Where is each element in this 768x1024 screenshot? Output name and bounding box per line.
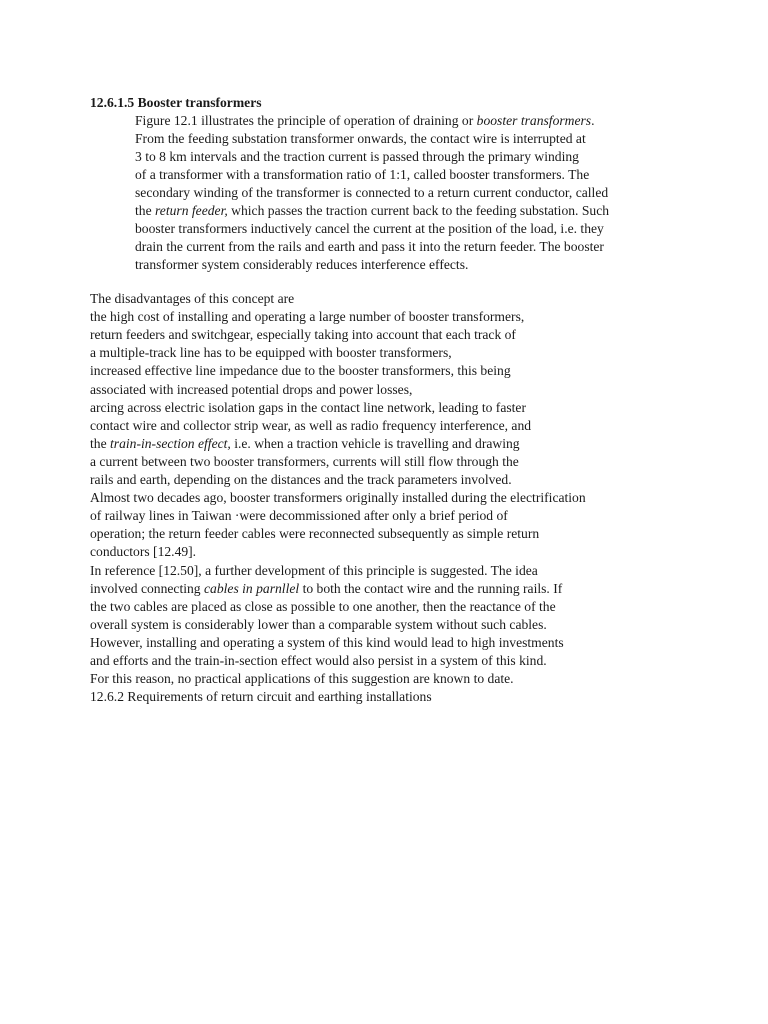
text-segment: operation; the return feeder cables were reconnected subsequently as simple return: [90, 526, 540, 542]
text-line: [90, 507, 508, 525]
text-line: [90, 562, 538, 580]
text-segment: to both the contact wire and the running rails. If: [299, 580, 563, 596]
text-segment: a current between two booster transformers, currents will still flow through the: [90, 453, 519, 469]
text-segment: arcing across electric isolation gaps in the contact line network, leading to faster: [90, 399, 526, 415]
text-line: [90, 634, 564, 652]
text-segment: Figure 12.1 illustrates the principle of operation of draining or: [135, 113, 477, 128]
text-line: [135, 112, 595, 130]
text-segment: the high cost of installing and operating a large number of booster transformers,: [90, 309, 525, 325]
text-segment: 3 to 8 km intervals and the traction current is passed through the primary winding: [135, 149, 579, 164]
text-line: [135, 130, 586, 148]
text-line: [135, 184, 608, 202]
text-segment: i.e. when a traction vehicle is travelling and drawing: [230, 435, 520, 451]
text-segment: transformer system considerably reduces interference effects.: [135, 257, 469, 272]
text-segment: booster transformers inductively cancel the current at the position of the load, i.e. they: [135, 221, 604, 236]
text-line: [135, 166, 589, 184]
text-segment: the: [135, 203, 156, 218]
text-segment: .: [591, 113, 595, 128]
text-segment: From the feeding substation transformer onwards, the contact wire is interrupted at: [135, 131, 586, 146]
text-line: [90, 417, 531, 435]
text-segment: conductors [12.49].: [90, 544, 197, 560]
text-line: [90, 471, 512, 489]
italic-term: cables in parnllel: [204, 580, 300, 596]
text-line: [90, 652, 547, 670]
text-line: [90, 344, 452, 362]
italic-term: train-in-section effect,: [110, 435, 231, 451]
text-segment: drain the current from the rails and earth and pass it into the return feeder. The booster: [135, 239, 604, 254]
text-segment: In reference [12.50], a further development of this principle is suggested. The idea: [90, 562, 538, 578]
text-line: [90, 326, 516, 344]
text-line: [90, 688, 432, 706]
italic-term: return feeder,: [155, 203, 228, 218]
italic-term: booster transformers: [476, 113, 592, 128]
text-segment: of railway lines in Taiwan ·were decommissioned after only a brief period of: [90, 508, 508, 524]
text-line: [90, 308, 524, 326]
text-segment: Almost two decades ago, booster transformers originally installed during the electrification: [90, 490, 586, 506]
text-segment: secondary winding of the transformer is connected to a return current conductor, called: [135, 185, 609, 200]
section-heading: 12.6.1.5 Booster transformers: [90, 95, 262, 110]
text-segment: However, installing and operating a system of this kind would lead to high investments: [90, 634, 564, 650]
text-line: [135, 148, 579, 166]
text-line: [90, 399, 526, 417]
text-segment: and efforts and the train-in-section effect would also persist in a system of this kind.: [90, 653, 547, 668]
text-segment: overall system is considerably lower than a comparable system without such cables.: [90, 616, 547, 632]
text-line: [90, 435, 520, 453]
text-line: [90, 543, 196, 561]
text-line: [90, 580, 562, 598]
text-line: [135, 256, 468, 274]
text-segment: involved connecting: [90, 580, 205, 596]
text-line: [135, 202, 609, 220]
text-segment: increased effective line impedance due to the booster transformers, this being: [90, 363, 511, 379]
text-segment: For this reason, no practical applications of this suggestion are known to date.: [90, 671, 514, 687]
text-segment: rails and earth, depending on the distances and the track parameters involved.: [90, 472, 512, 487]
text-segment: which passes the traction current back to the feeding substation. Such: [227, 203, 610, 218]
text-segment: the: [90, 435, 111, 451]
text-segment: the two cables are placed as close as possible to one another, then the reactance of the: [90, 598, 556, 614]
text-line: [90, 453, 519, 471]
text-segment: 12.6.2 Requirements of return circuit and earthing installations: [90, 689, 432, 705]
text-segment: contact wire and collector strip wear, as well as radio frequency interference, and: [90, 417, 532, 433]
text-line: [135, 238, 604, 256]
text-segment: associated with increased potential drops and power losses,: [90, 381, 413, 397]
text-line: [90, 525, 539, 543]
text-line: [135, 220, 604, 238]
text-line: [90, 290, 294, 308]
text-segment: a multiple-track line has to be equipped with booster transformers,: [90, 345, 452, 361]
text-segment: return feeders and switchgear, especially taking into account that each track of: [90, 327, 516, 343]
text-segment: The disadvantages of this concept are: [90, 291, 295, 306]
text-line: [90, 616, 547, 634]
text-line: [90, 362, 511, 380]
text-line: [90, 489, 586, 507]
text-line: [90, 598, 556, 616]
text-line: [90, 670, 514, 688]
text-segment: of a transformer with a transformation ratio of 1:1, called booster transformers. The: [135, 167, 590, 182]
text-line: [90, 381, 412, 399]
